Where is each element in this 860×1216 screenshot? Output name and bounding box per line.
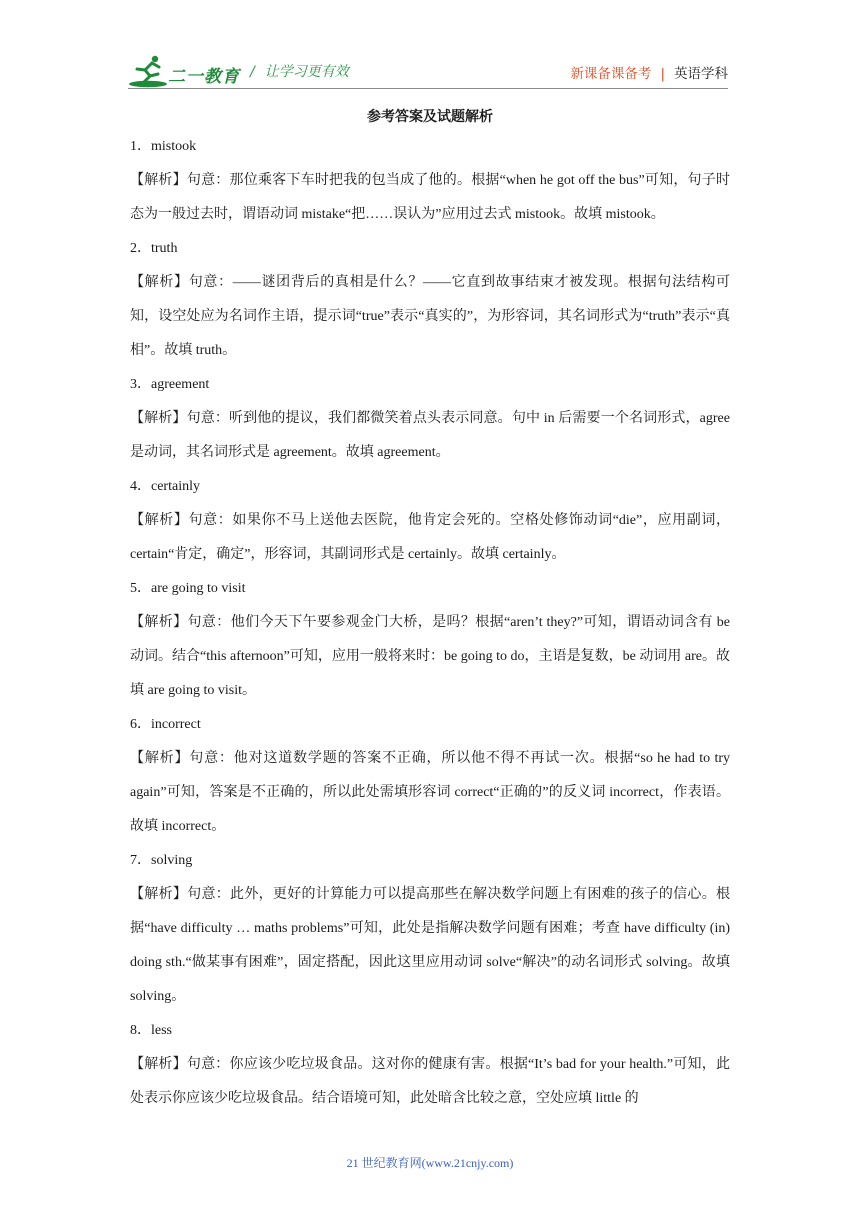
header-divider: [128, 88, 728, 89]
logo-text: 二一教育: [168, 67, 240, 87]
answer-8: 8．less: [130, 1023, 172, 1038]
analysis-2: 【解析】句意：——谜团背后的真相是什么？——它直到故事结束才被发现。根据句法结构可知，设空处应为名词作主语，提示词“true”表示“真实的”，为形容词，其名词形式为“truth”表示“真相”。故填 truth。: [130, 275, 730, 358]
analysis-8: 【解析】句意：你应该少吃垃圾食品。这对你的健康有害。根据“It’s bad for your health.”可知，此处表示你应该少吃垃圾食品。结合语境可知，此处暗含比较之意，空处应填 little 的: [130, 1057, 730, 1106]
brand-logo: [128, 54, 246, 88]
tag-separator: |: [660, 66, 665, 82]
answer-list: [130, 130, 730, 1116]
analysis-3: 【解析】句意：听到他的提议，我们都微笑着点头表示同意。句中 in 后需要一个名词形式，agree 是动词，其名词形式是 agreement。故填 agreement。: [130, 411, 730, 460]
runner-icon: [128, 54, 168, 88]
analysis-6: 【解析】句意：他对这道数学题的答案不正确，所以他不得不再试一次。根据“so he had to try again”可知，答案是不正确的，所以此处需填形容词 correct“正确的”的反义词 incorrect，作表语。故填 incorrect。: [130, 751, 730, 834]
page-footer: 21 世纪教育网(www.21cnjy.com): [346, 1156, 514, 1170]
slogan-text: 让学习更有效: [264, 64, 349, 80]
answer-1: 1．mistook: [130, 139, 197, 154]
subject-label: 英语学科: [674, 66, 728, 82]
page-header: [128, 52, 728, 92]
answer-5: 5．are going to visit: [130, 581, 246, 596]
document-title: 参考答案及试题解析: [367, 109, 493, 125]
course-subject-tag: [570, 62, 728, 82]
analysis-7: 【解析】句意：此外，更好的计算能力可以提高那些在解决数学问题上有困难的孩子的信心。根据“have difficulty … maths problems”可知，此处是指解决数学问题有困难；考查 have difficulty (in) doing sth.“做某事有困难”，固定搭配，因此这里应用动词 solve“解决”的动名词形式 solving。故填 solving。: [130, 887, 730, 1004]
analysis-5: 【解析】句意：他们今天下午要参观金门大桥，是吗？根据“aren’t they?”可知，谓语动词含有 be 动词。结合“this afternoon”可知，应用一般将来时：be going to do，主语是复数，be 动词用 are。故填 are going to visit。: [130, 615, 730, 698]
analysis-1: 【解析】句意：那位乘客下车时把我的包当成了他的。根据“when he got off the bus”可知，句子时态为一般过去时，谓语动词 mistake“把……误认为”应用过去式 mistook。故填 mistook。: [130, 173, 730, 222]
answer-4: 4．certainly: [130, 479, 200, 494]
slogan-slash: /: [250, 64, 255, 80]
slogan: [250, 61, 349, 81]
answer-6: 6．incorrect: [130, 717, 201, 732]
answer-7: 7．solving: [130, 853, 193, 868]
answer-2: 2．truth: [130, 241, 178, 256]
answer-3: 3．agreement: [130, 377, 210, 392]
course-label: 新课备课备考: [570, 66, 652, 82]
analysis-4: 【解析】句意：如果你不马上送他去医院，他肯定会死的。空格处修饰动词“die”，应用副词，certain“肯定，确定”，形容词，其副词形式是 certainly。故填 certainly。: [130, 513, 730, 562]
